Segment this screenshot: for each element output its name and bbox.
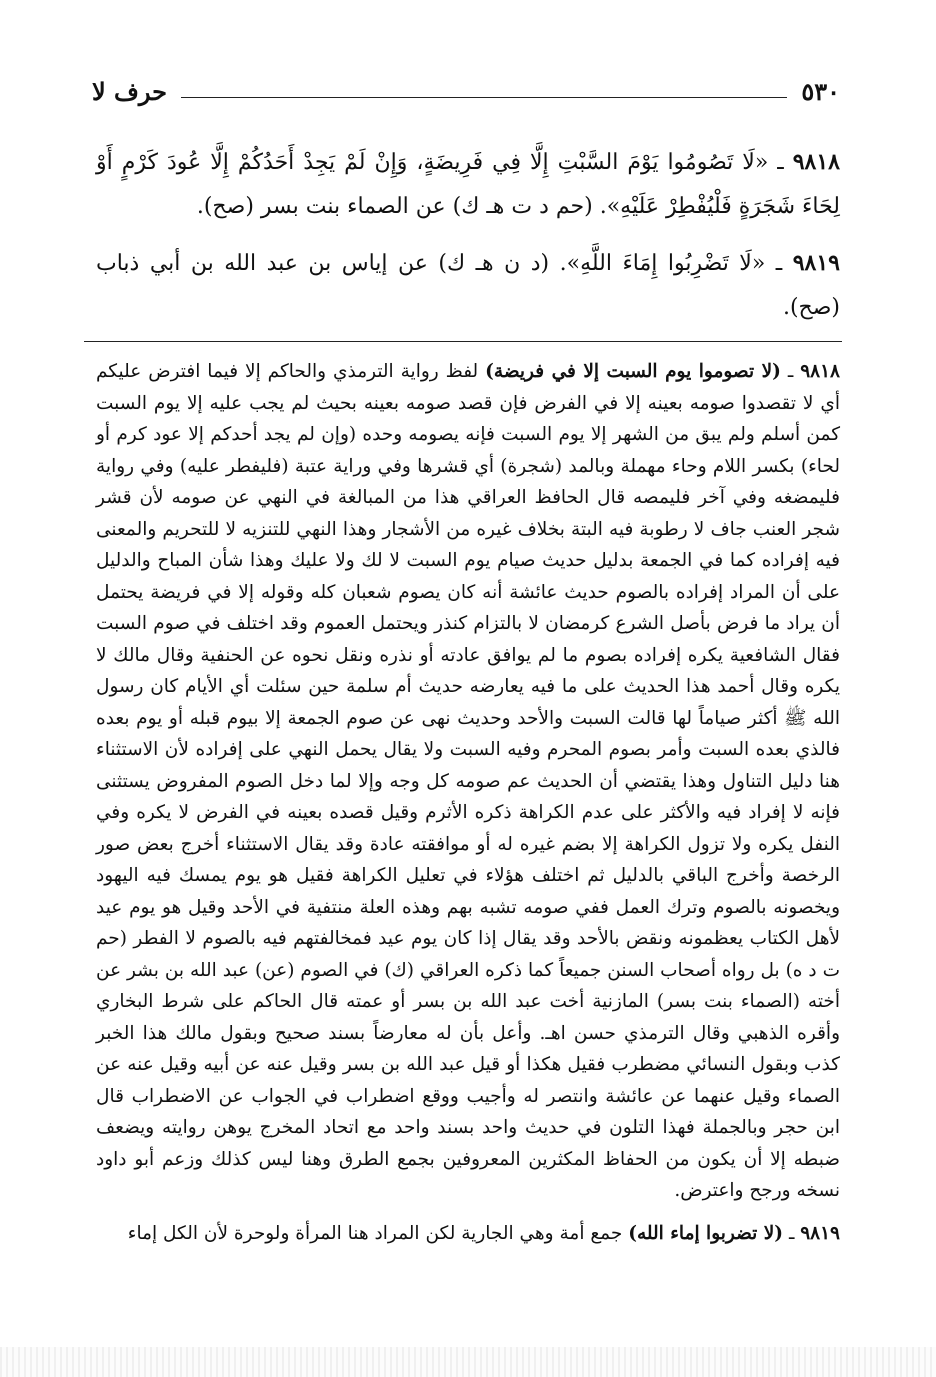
- hadith-text: «لَا تَصُومُوا يَوْمَ السَّبْتِ إِلَّا فِي فَرِيضَةٍ، وَإِنْ لَمْ يَجِدْ أَحَدُكُمْ إِلَّا عُودَ كَرْمٍ أَوْ لِحَاءَ شَجَرَةٍ فَلْيُفْطِرْ عَلَيْهِ». (حم د ت هـ ك) عن الصماء بنت بسر (صح).: [96, 150, 840, 219]
- commentary-entry: ٩٨١٩ ـ (لا تضربوا إماء الله) جمع أمة وهي الجارية لكن المراد هنا المرأة ولوحرة لأن الكل إماء: [127, 1222, 840, 1244]
- hadith-entry: ٩٨١٨ ـ «لَا تَصُومُوا يَوْمَ السَّبْتِ إِلَّا فِي فَرِيضَةٍ، وَإِنْ لَمْ يَجِدْ أَحَدُكُمْ إِلَّا عُودَ كَرْمٍ أَوْ لِحَاءَ شَجَرَةٍ فَلْيُفْطِرْ عَلَيْهِ». (حم د ت هـ ك) عن الصماء بنت بسر (صح).: [96, 149, 840, 219]
- running-title: حرف لا: [92, 76, 167, 106]
- commentary-entry: ٩٨١٨ ـ (لا تصوموا يوم السبت إلا في فريضة) لفظ رواية الترمذي والحاكم إلا فيما افترض عليكم أي لا تقصدوا صومه بعينه إلا في الفرض فإن قصد صومه بعينه بحيث لم يجب عليه إلا يوم السبت كمن أسلم ولم يبق من الشهر إلا يوم السبت فإنه يصومه وحده (وإن لم يجد أحدكم إلا عود كرم أو لحاء) بكسر اللام وحاء مهملة وبالمد (شجرة) أي قشرها وفي وراية عتبة (فليفطر عليه) وفي رواية فليمضغه وفي آخر فليمصه قال الحافظ العراقي هذا من المبالغة في النهي عن صومه لأن قشر شجر العنب جاف لا رطوبة فيه البتة بخلاف غيره من الأشجار وهذا النهي للتنزيه لا للتحريم والمعنى فيه إفراده كما في الجمعة بدليل حديث صيام يوم السبت لا لك ولا عليك وهذا شأن المباح والدليل على أن المراد إفراده بالصوم حديث عائشة أنه كان يصوم شعبان كله وقوله إلا في فريضة يحتمل أن يراد ما فرض بأصل الشرع كرمضان لا بالتزام كنذر ويحتمل العموم وقد اختلف في صوم السبت فقال الشافعية يكره إفراده بصوم ما لم يوافق عادته أو نذره ونقل نحوه عن الحنفية وقال مالك لا يكره وقال أحمد هذا الحديث على ما فيه يعارضه حديث أم سلمة حين سئلت أي الأيام كان رسول الله ﷺ أكثر صياماً لها قالت السبت والأحد وحديث نهى عن صوم الجمعة إلا بيوم قبله أو يوم بعده فالذي بعده السبت وأمر بصوم المحرم وفيه السبت ولا يقال يحمل النهي على إفراده لأن الاستثناء هنا دليل التناول وهذا يقتضي أن الحديث عم صومه كل وجه وإلا لما دخل الصوم المفروض يستثنى فإنه لا إفراد فيه والأكثر على عدم الكراهة ذكره الأثرم وقيل قصده بعينه في الفرض لا يكره وفي النفل يكره ولا تزول الكراهة إلا بضم غيره له أو موافقته عادة وقد يقال الاستثناء أخرج بعض صور الرخصة وأخرج الباقي بالدليل ثم اختلف هؤلاء في تعليل الكراهة فقيل هو يوم يمسك فيه اليهود ويخصونه بالصوم وترك العمل ففي صومه تشبه بهم وهذه العلة منتفية في الأحد وقيل هو يوم عيد لأهل الكتاب يعظمونه ونقض بالأحد وقد يقال إذا كان يوم عيد فمخالفتهم فيه بالصوم لا الفطر (حم ت د ه) بل رواه أصحاب السنن جميعاً كما ذكره العراقي (ك) في الصوم (عن) عبد الله بن بشر عن أخته (الصماء بنت بسر) المازنية أخت عبد الله بن بسر أو عمته قال الحاكم على شرط البخاري وأقره الذهبي وقال الترمذي حسن اهـ. وأعل بأن له معارضاً بسند صحيح وبقول مالك هذا الخبر كذب وبقول النسائي مضطرب فقيل هكذا أو قيل عبد الله بن بسر وقيل عنه عن أبيه وقيل عنه عن الصماء وقيل عنهما عن عائشة وانتصر له وأجيب ووقع اضطراب في الجواب عن الاضطراب قال ابن حجر وبالجملة فهذا التلون في حديث واحد بسند واحد مع اتحاد المخرج يوهن روايته ويضعف ضبطه إلا أن يكون من الحفاظ المكثرين المعروفين بجمع الطرق وهنا ليس كذلك وزعم أبو داود نسخه ورجح واعترض.: [96, 361, 840, 1201]
- section-divider: [84, 341, 842, 342]
- scan-noise-edge: [0, 1347, 936, 1377]
- hadith-text-block: [96, 140, 840, 342]
- commentary-number: ٩٨١٩: [800, 1222, 840, 1244]
- commentary-quote: (لا تصوموا يوم السبت إلا في فريضة): [485, 361, 781, 382]
- commentary-number: ٩٨١٨: [800, 361, 840, 382]
- page-number: ٥٣٠: [801, 76, 840, 106]
- commentary-block: [96, 356, 840, 1260]
- hadith-text: «لَا تَضْرِبُوا إِمَاءَ اللَّهِ». (د ن هـ ك) عن إياس بن عبد الله بن أبي ذباب (صح).: [96, 251, 840, 320]
- hadith-number: ٩٨١٩: [792, 250, 840, 276]
- commentary-text: لفظ رواية الترمذي والحاكم إلا فيما افترض عليكم أي لا تقصدوا صومه بعينه إلا في الفرض فإن قصد صومه بعينه بحيث لم يجب عليه إلا يوم السبت كمن أسلم ولم يبق من الشهر إلا يوم السبت فإنه يصومه وحده (وإن لم يجد أحدكم إلا عود كرم أو لحاء) بكسر اللام وحاء مهملة وبالمد (شجرة) أي قشرها وفي وراية عتبة (فليفطر عليه) وفي رواية فليمضغه وفي آخر فليمصه قال الحافظ العراقي هذا من المبالغة في النهي عن صومه لأن قشر شجر العنب جاف لا رطوبة فيه البتة بخلاف غيره من الأشجار وهذا النهي للتنزيه لا للتحريم والمعنى فيه إفراده كما في الجمعة بدليل حديث صيام يوم السبت لا لك ولا عليك وهذا شأن المباح والدليل على أن المراد إفراده بالصوم حديث عائشة أنه كان يصوم شعبان كله وقوله إلا في فريضة يحتمل أن يراد ما فرض بأصل الشرع كرمضان لا بالتزام كنذر ويحتمل العموم وقد اختلف في صوم السبت فقال الشافعية يكره إفراده بصوم ما لم يوافق عادته أو نذره ونقل نحوه عن الحنفية وقال مالك لا يكره وقال أحمد هذا الحديث على ما فيه يعارضه حديث أم سلمة حين سئلت أي الأيام كان رسول الله ﷺ أكثر صياماً لها قالت السبت والأحد وحديث نهى عن صوم الجمعة إلا بيوم قبله أو يوم بعده فالذي بعده السبت وأمر بصوم المحرم وفيه السبت ولا يقال يحمل النهي على إفراده لأن الاستثناء هنا دليل التناول وهذا يقتضي أن الحديث عم صومه كل وجه وإلا لما دخل الصوم المفروض يستثنى فإنه لا إفراد فيه والأكثر على عدم الكراهة ذكره الأثرم وقيل قصده بعينه في الفرض لا يكره وفي النفل يكره ولا تزول الكراهة إلا بضم غيره له أو موافقته عادة وقد يقال الاستثناء أخرج بعض صور الرخصة وأخرج الباقي بالدليل ثم اختلف هؤلاء في تعليل الكراهة فقيل هو يوم يمسك فيه اليهود ويخصونه بالصوم وترك العمل ففي صومه تشبه بهم وهذه العلة منتفية في الأحد وقيل هو يوم عيد لأهل الكتاب يعظمونه ونقض بالأحد وقد يقال إذا كان يوم عيد فمخالفتهم فيه بالصوم لا الفطر (حم ت د ه) بل رواه أصحاب السنن جميعاً كما ذكره العراقي (ك) في الصوم (عن) عبد الله بن بشر عن أخته (الصماء بنت بسر) المازنية أخت عبد الله بن بسر أو عمته قال الحاكم على شرط البخاري وأقره الذهبي وقال الترمذي حسن اهـ. وأعل بأن له معارضاً بسند صحيح وبقول مالك هذا الخبر كذب وبقول النسائي مضطرب فقيل هكذا أو قيل عبد الله بن بسر وقيل عنه عن أبيه وقيل عنه عن الصماء وقيل عنهما عن عائشة وانتصر له وأجيب ووقع اضطراب في الجواب عن الاضطراب قال ابن حجر وبالجملة فهذا التلون في حديث واحد بسند واحد مع اتحاد المخرج يوهن روايته ويضعف ضبطه إلا أن يكون من الحفاظ المكثرين المعروفين بجمع الطرق وهنا ليس كذلك وزعم أبو داود نسخه ورجح واعترض.: [96, 361, 840, 1201]
- page-header: [92, 76, 840, 106]
- hadith-entry: ٩٨١٩ ـ «لَا تَضْرِبُوا إِمَاءَ اللَّهِ». (د ن هـ ك) عن إياس بن عبد الله بن أبي ذباب (صح).: [96, 250, 840, 320]
- commentary-text: جمع أمة وهي الجارية لكن المراد هنا المرأة ولوحرة لأن الكل إماء: [127, 1222, 623, 1244]
- commentary-quote: (لا تضربوا إماء الله): [628, 1222, 784, 1244]
- header-rule: [181, 97, 787, 98]
- hadith-number: ٩٨١٨: [792, 149, 840, 175]
